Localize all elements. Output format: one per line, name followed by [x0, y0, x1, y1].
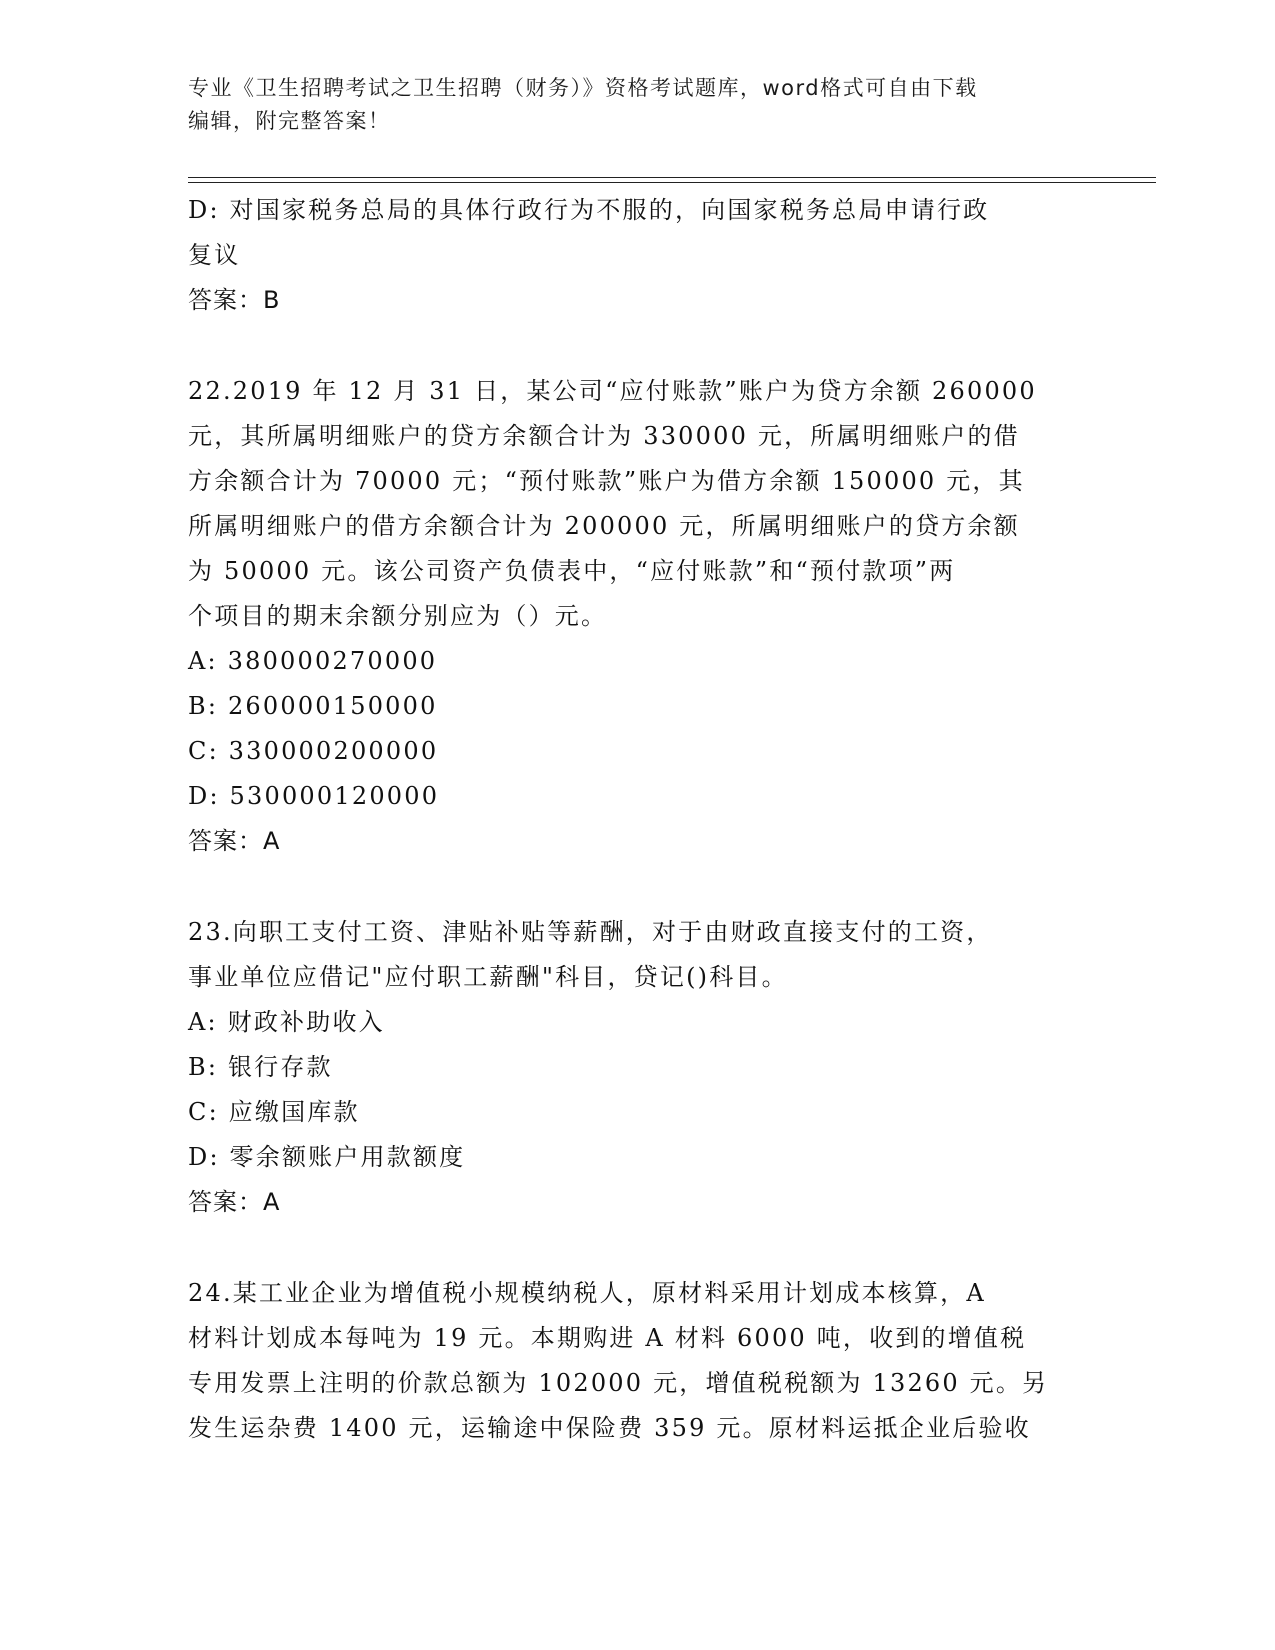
option-d-line-1: D: 对国家税务总局的具体行政行为不服的，向国家税务总局申请行政 — [188, 196, 990, 224]
question-23 — [188, 910, 1068, 1225]
question-text-line: 为 50000 元。该公司资产负债表中，“应付账款”和“预付款项”两 — [188, 557, 956, 585]
answer-label: 答案：A — [188, 1188, 281, 1216]
question-22 — [188, 369, 1068, 864]
option-a: A: 380000270000 — [188, 647, 438, 675]
question-text-line: 所属明细账户的借方余额合计为 200000 元，所属明细账户的贷方余额 — [188, 512, 1020, 540]
document-header — [188, 72, 1068, 138]
question-text-line: 个项目的期末余额分别应为（）元。 — [188, 602, 608, 630]
header-line-1: 专业《卫生招聘考试之卫生招聘（财务）》资格考试题库，word格式可自由下载 — [188, 76, 978, 100]
option-d: D: 零余额账户用款额度 — [188, 1143, 466, 1171]
document-body — [188, 188, 1068, 1451]
question-text-line: 事业单位应借记"应付职工薪酬"科目，贷记()科目。 — [188, 963, 788, 991]
question-text-line: 方余额合计为 70000 元；“预付账款”账户为借方余额 150000 元，其 — [188, 467, 1025, 495]
header-line-2: 编辑，附完整答案！ — [188, 109, 391, 133]
header-divider-top — [188, 177, 1156, 178]
option-d-line-2: 复议 — [188, 241, 241, 269]
option-a: A: 财政补助收入 — [188, 1008, 385, 1036]
option-b: B: 银行存款 — [188, 1053, 333, 1081]
question-text-line: 发生运杂费 1400 元，运输途中保险费 359 元。原材料运抵企业后验收 — [188, 1414, 1031, 1442]
question-text-line: 专用发票上注明的价款总额为 102000 元，增值税税额为 13260 元。另 — [188, 1369, 1049, 1397]
question-24 — [188, 1271, 1068, 1451]
question-text-line: 23.向职工支付工资、津贴补贴等薪酬，对于由财政直接支付的工资， — [188, 918, 993, 946]
previous-question-tail — [188, 188, 1068, 323]
option-d: D: 530000120000 — [188, 782, 440, 810]
question-text-line: 材料计划成本每吨为 19 元。本期购进 A 材料 6000 吨，收到的增值税 — [188, 1324, 1027, 1352]
question-text-line: 22.2019 年 12 月 31 日，某公司“应付账款”账户为贷方余额 260000 — [188, 377, 1037, 405]
option-c: C: 330000200000 — [188, 737, 439, 765]
option-b: B: 260000150000 — [188, 692, 438, 720]
option-c: C: 应缴国库款 — [188, 1098, 360, 1126]
question-text-line: 元，其所属明细账户的贷方余额合计为 330000 元，所属明细账户的借 — [188, 422, 1020, 450]
answer-label: 答案：A — [188, 827, 281, 855]
header-divider-bottom — [188, 182, 1156, 183]
answer-label: 答案：B — [188, 286, 281, 314]
question-text-line: 24.某工业企业为增值税小规模纳税人，原材料采用计划成本核算，A — [188, 1279, 986, 1307]
